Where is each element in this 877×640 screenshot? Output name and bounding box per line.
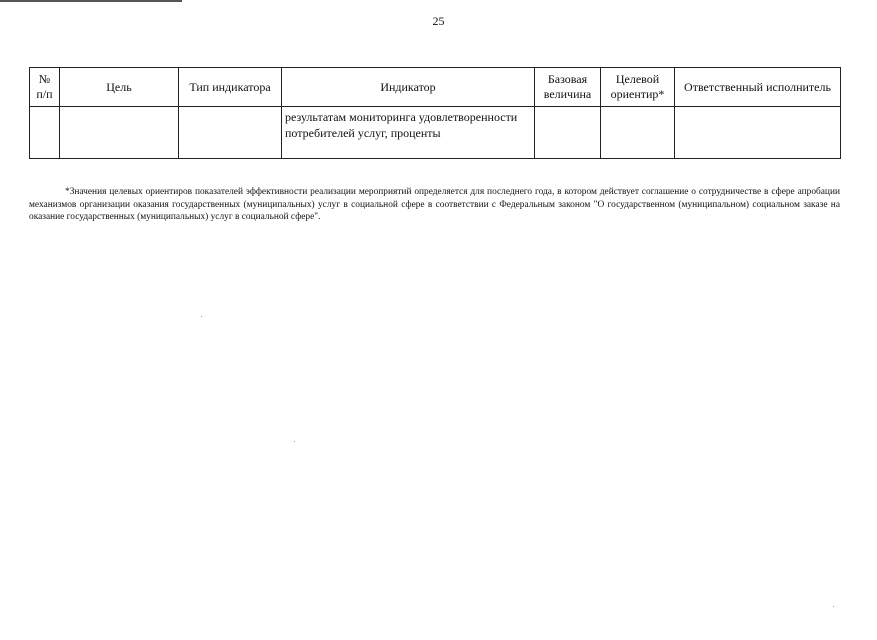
header-number: № п/п	[30, 68, 60, 107]
cell-goal	[60, 107, 179, 159]
cell-indicator-type	[179, 107, 282, 159]
cell-base-value	[535, 107, 601, 159]
header-indicator-type: Тип индикатора	[179, 68, 282, 107]
scan-speck	[201, 316, 202, 317]
header-goal: Цель	[60, 68, 179, 107]
header-target: Целевой ориентир*	[601, 68, 675, 107]
indicators-table	[29, 67, 841, 159]
header-base-value: Базовая величина	[535, 68, 601, 107]
scan-speck	[294, 441, 295, 442]
cell-number	[30, 107, 60, 159]
table-header-row	[30, 68, 841, 107]
cell-indicator: результатам мониторинга удовлетворенности потребителей услуг, проценты	[282, 107, 535, 159]
scan-edge-mark	[0, 0, 182, 2]
cell-target	[601, 107, 675, 159]
cell-responsible	[675, 107, 841, 159]
scan-speck	[833, 606, 834, 607]
header-indicator: Индикатор	[282, 68, 535, 107]
page-number: 25	[432, 14, 445, 28]
header-responsible: Ответственный исполнитель	[675, 68, 841, 107]
table-row	[30, 107, 841, 159]
footnote: *Значения целевых ориентиров показателей эффективности реализации мероприятий определяется для последнего года, в котором действует соглашение о сотрудничестве в сфере апробации механизмов организации оказания государственных (муниципальных) услуг в социальной сфере в соответствии с Федеральным законом "О государственном (муниципальном) социальном заказе на оказание государственных (муниципальных) услуг в социальной сфере".	[29, 187, 840, 222]
